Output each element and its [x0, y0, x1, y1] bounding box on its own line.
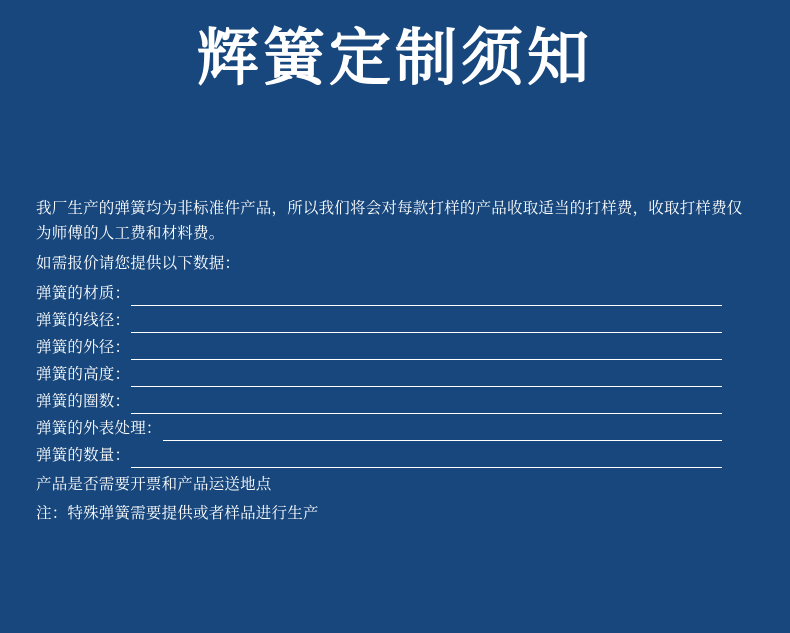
field-row-quantity	[36, 441, 758, 468]
field-label-surface-treatment: 弹簧的外表处理：	[36, 419, 162, 437]
footer-line-special-note: 注：特殊弹簧需要提供或者样品进行生产	[36, 504, 319, 522]
field-blank-surface-treatment[interactable]	[163, 420, 722, 441]
field-label-outer-diameter: 弹簧的外径：	[36, 338, 131, 356]
field-blank-outer-diameter[interactable]	[131, 339, 722, 360]
intro-paragraph: 我厂生产的弹簧均为非标准件产品，所以我们将会对每款打样的产品收取适当的打样费，收取打样费仅为师傅的人工费和材料费。	[36, 199, 743, 242]
field-label-wire-diameter: 弹簧的线径：	[36, 311, 131, 329]
field-row-height	[36, 360, 758, 387]
page-title: 辉簧定制须知	[196, 21, 593, 94]
spring-spec-field-list	[36, 279, 758, 468]
field-row-material	[36, 279, 758, 306]
field-blank-height[interactable]	[131, 366, 722, 387]
field-label-coils: 弹簧的圈数：	[36, 392, 131, 410]
field-label-quantity: 弹簧的数量：	[36, 446, 131, 464]
field-row-coils	[36, 387, 758, 414]
field-blank-quantity[interactable]	[131, 447, 722, 468]
field-blank-coils[interactable]	[131, 393, 722, 414]
field-row-wire-diameter	[36, 306, 758, 333]
quote-prompt: 如需报价请您提供以下数据：	[36, 254, 241, 272]
field-blank-wire-diameter[interactable]	[131, 312, 722, 333]
field-label-height: 弹簧的高度：	[36, 365, 131, 383]
field-row-outer-diameter	[36, 333, 758, 360]
footer-line-invoice-shipping: 产品是否需要开票和产品运送地点	[36, 475, 272, 493]
field-row-surface-treatment	[36, 414, 758, 441]
field-label-material: 弹簧的材质：	[36, 284, 131, 302]
field-blank-material[interactable]	[131, 285, 722, 306]
notice-body	[36, 196, 758, 526]
